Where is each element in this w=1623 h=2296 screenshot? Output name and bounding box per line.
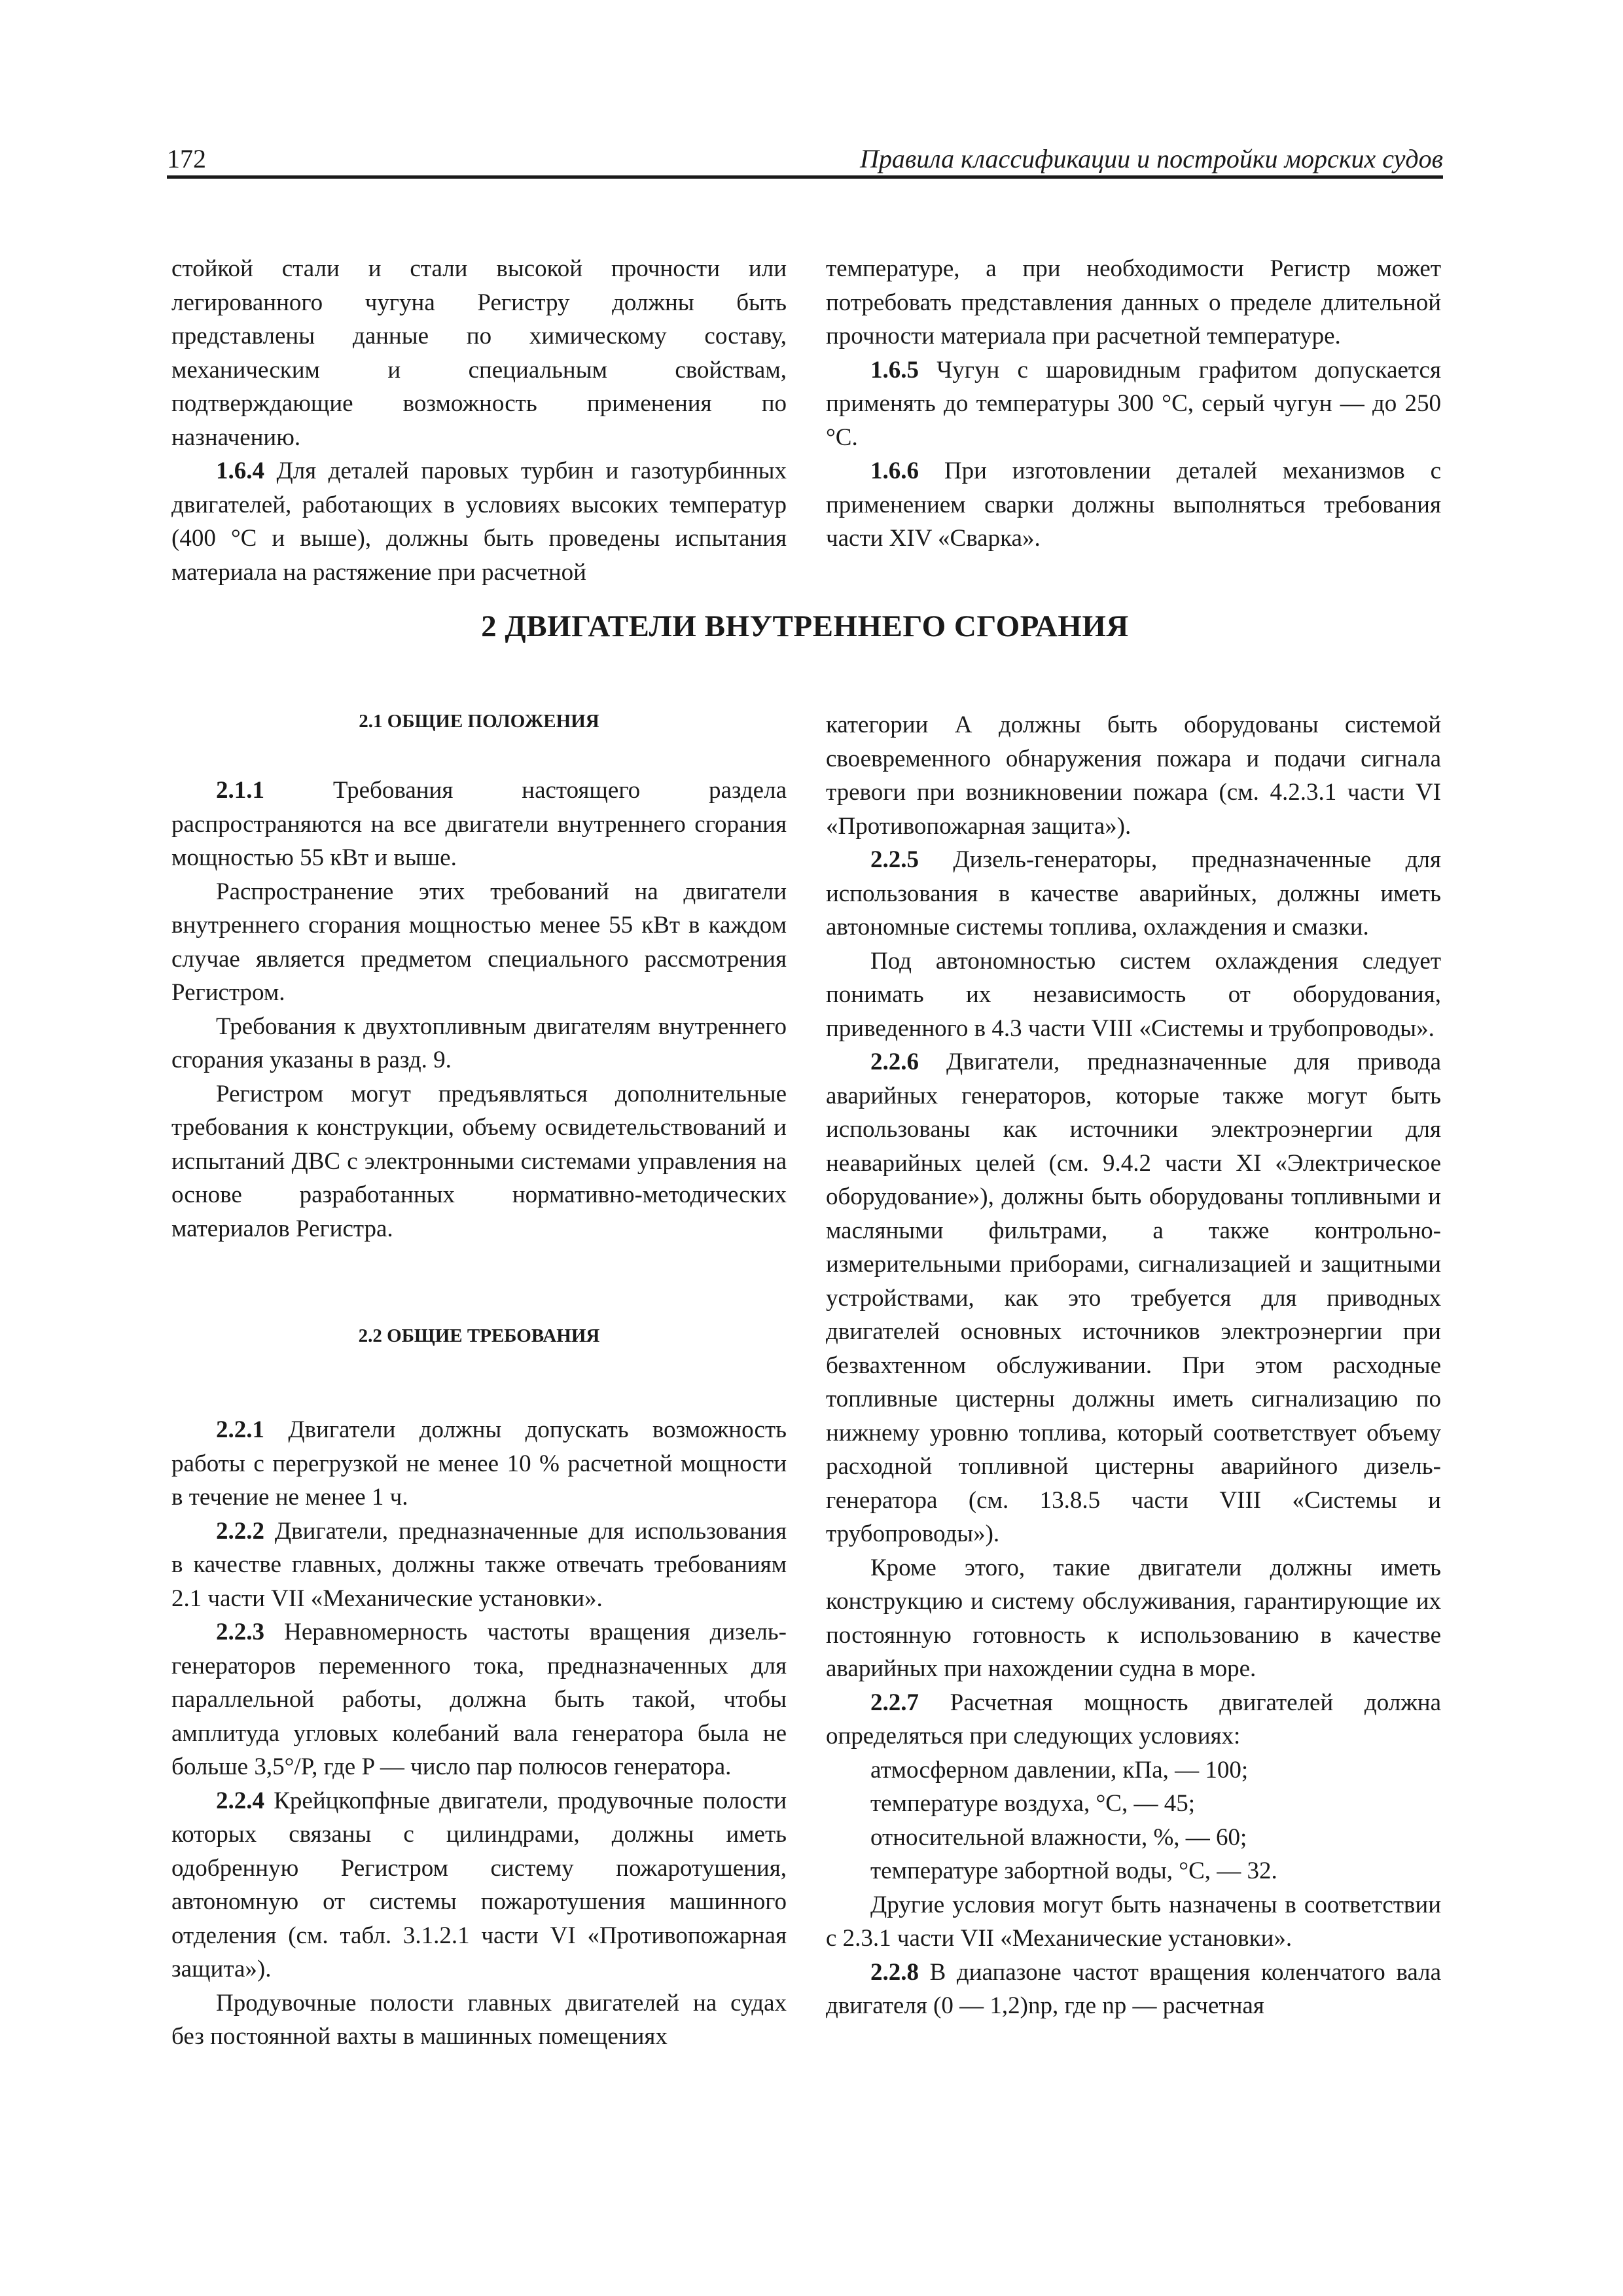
header-rule	[167, 175, 1443, 179]
paragraph: 2.2.1 Двигатели должны допускать возможность работы с перегрузкой не менее 10 % расчетной мощности в течение не менее 1 ч.	[171, 1416, 787, 1511]
paragraph: температуре, а при необходимости Регистр может потребовать представления данных о пределе длительной прочности материала при расчетной температуре.	[826, 255, 1441, 350]
paragraph: стойкой стали и стали высокой прочности или легированного чугуна Регистру должны быть представлены данные по химическому составу, механическим и специальным свойствам, подтверждающие возможность применения по назначению.	[171, 255, 787, 451]
paragraph: 2.1.1 Требования настоящего раздела распространяются на все двигатели внутреннего сгорания мощностью 55 кВт и выше.	[171, 777, 787, 871]
condition-item: относительной влажности, %, — 60;	[870, 1823, 1247, 1851]
paragraph: Регистром могут предъявляться дополнительные требования к конструкции, объему освидетельствований и испытаний ДВС с электронными системами управления на основе разработанных нормативно-методических материалов Регистра.	[171, 1080, 787, 1242]
condition-item: атмосферном давлении, кПа, — 100;	[870, 1756, 1249, 1784]
paragraph: Распространение этих требований на двигатели внутреннего сгорания мощностью менее 55 кВт в каждом случае является предметом специального рассмотрения Регистром.	[171, 878, 787, 1006]
paragraph: 2.2.6 Двигатели, предназначенные для привода аварийных генераторов, которые также могут быть использованы как источники электроэнергии для неаварийных целей (см. 9.4.2 части XI «Электрическое оборудование»), должны быть оборудованы топливными и масляными фильтрами, а также контрольно-измерительными приборами, сигнализацией и защитными устройствами, как это требуется для приводных двигателей основных источников электроэнергии при безвахтенном обслуживании. При этом расходные топливные цистерны должны иметь сигнализацию по нижнему уровню топлива, который соответствует объему расходной топливной цистерны аварийного дизель-генератора (см. 13.8.5 части VIII «Системы и трубопроводы»).	[826, 1049, 1441, 1547]
condition-item: температуре воздуха, °С, — 45;	[870, 1790, 1195, 1817]
paragraph: 2.2.4 Крейцкопфные двигатели, продувочные полости которых связаны с цилиндрами, должны иметь одобренную Регистром систему пожаротушения, автономную от системы пожаротушения машинного отделения (см. табл. 3.1.2.1 части VI «Противопожарная защита»).	[171, 1787, 787, 1982]
subheading: 2.1 ОБЩИЕ ПОЛОЖЕНИЯ	[359, 711, 599, 732]
page-number: 172	[167, 144, 206, 173]
section-title: 2 ДВИГАТЕЛИ ВНУТРЕННЕГО СГОРАНИЯ	[481, 609, 1129, 643]
paragraph: 2.2.8 В диапазоне частот вращения коленчатого вала двигателя (0 — 1,2)nр, где nр — расчетная	[826, 1958, 1441, 2019]
top-left-column	[171, 252, 787, 589]
paragraph: Требования к двухтопливным двигателям внутреннего сгорания указаны в разд. 9.	[171, 1013, 787, 1073]
running-title: Правила классификации и постройки морских судов	[859, 144, 1443, 173]
right-column	[826, 708, 1441, 2023]
paragraph: 1.6.4 Для деталей паровых турбин и газотурбинных двигателей, работающих в условиях высоких температур (400 °С и выше), должны быть проведены испытания материала на растяжение при расчетной	[171, 457, 787, 586]
paragraph: Кроме этого, такие двигатели должны иметь конструкцию и систему обслуживания, гарантирующие их постоянную готовность к использованию в качестве аварийных при нахождении судна в море.	[826, 1554, 1441, 1682]
paragraph: 1.6.6 При изготовлении деталей механизмов с применением сварки должны выполняться требования части XIV «Сварка».	[826, 457, 1441, 552]
paragraph: 1.6.5 Чугун с шаровидным графитом допускается применять до температуры 300 °С, серый чугун — до 250 °С.	[826, 356, 1441, 451]
top-right-column	[826, 252, 1441, 556]
paragraph: Под автономностью систем охлаждения следует понимать их независимость от оборудования, приведенного в 4.3 части VIII «Системы и трубопроводы».	[826, 947, 1441, 1042]
paragraph: 2.2.3 Неравномерность частоты вращения дизель-генераторов переменного тока, предназначенных для параллельной работы, должна быть такой, чтобы амплитуда угловых колебаний вала генератора была не больше 3,5°/P, где P — число пар полюсов генератора.	[171, 1619, 787, 1780]
page-header	[167, 143, 1443, 177]
left-column	[171, 708, 787, 2054]
condition-item: температуре забортной воды, °С, — 32.	[870, 1857, 1277, 1884]
paragraph: категории А должны быть оборудованы системой своевременного обнаружения пожара и подачи сигнала тревоги при возникновении пожара (см. 4.2.3.1 части VI «Противопожарная защита»).	[826, 711, 1441, 840]
subheading: 2.2 ОБЩИЕ ТРЕБОВАНИЯ	[358, 1325, 600, 1346]
paragraph: 2.2.7 Расчетная мощность двигателей должна определяться при следующих условиях:	[826, 1689, 1441, 1749]
paragraph: Продувочные полости главных двигателей на судах без постоянной вахты в машинных помещениях	[171, 1989, 787, 2050]
paragraph: Другие условия могут быть назначены в соответствии с 2.3.1 части VII «Механические установки».	[826, 1891, 1441, 1952]
paragraph: 2.2.5 Дизель-генераторы, предназначенные для использования в качестве аварийных, должны иметь автономные системы топлива, охлаждения и смазки.	[826, 846, 1441, 941]
paragraph: 2.2.2 Двигатели, предназначенные для использования в качестве главных, должны также отвечать требованиям 2.1 части VII «Механические установки».	[171, 1517, 787, 1612]
